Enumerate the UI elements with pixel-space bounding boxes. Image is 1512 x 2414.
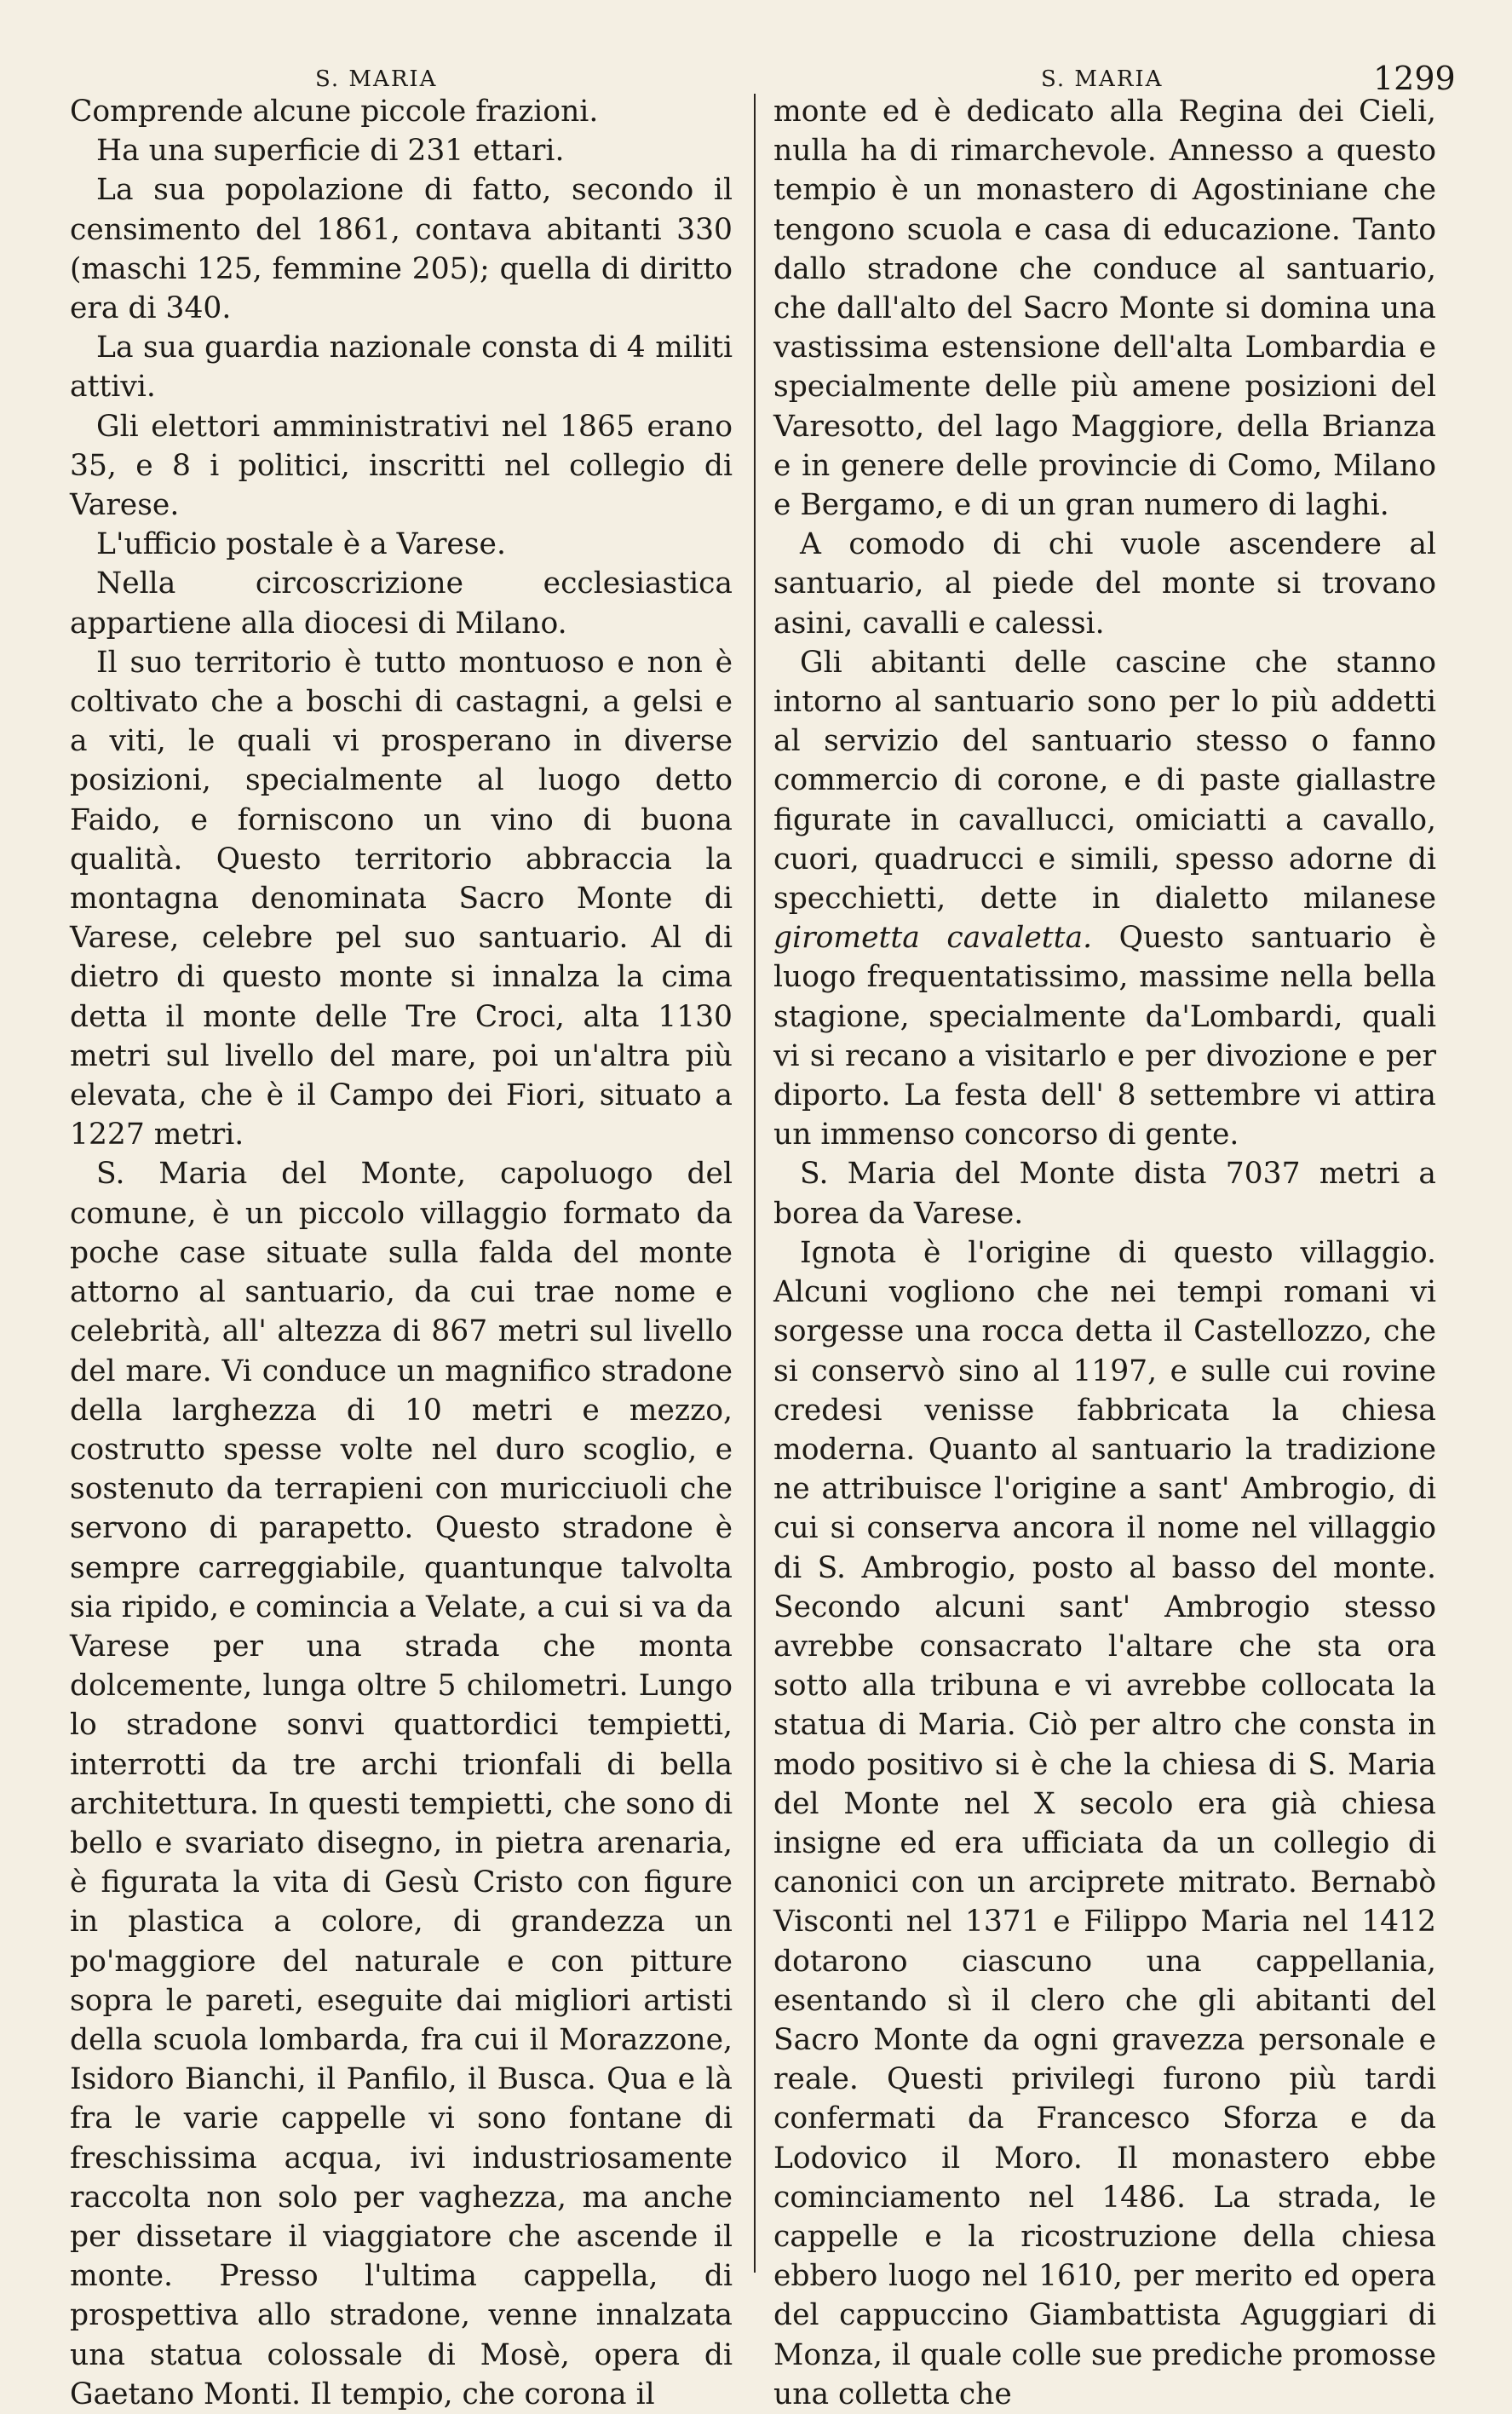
page-number: 1299 [1373, 60, 1456, 97]
paragraph: La sua popolazione di fatto, secondo il censimento del 1861, contava abitanti 330 (maschi 125, femmine 205); quella di diritto era di 340. [70, 173, 733, 326]
paragraph: S. Maria del Monte, capoluogo del comune, è un piccolo villaggio formato da poche case situate sulla falda del monte attorno al santuario, da cui trae nome e celebrità, all' altezza di 867 metri sul livello del mare. Vi conduce un magnifico stradone della larghezza di 10 metri e mezzo, costrutto spesse volte nel duro scoglio, e sostenuto da terrapieni con muricciuoli che servono di parapetto. Questo stradone è sempre carreggiabile, quantunque talvolta sia ripido, e comincia a Velate, a cui si va da Varese per una strada che monta dolcemente, lunga oltre 5 chilometri. Lungo lo stradone sonvi quattordici tempietti, interrotti da tre archi trionfali di bella architettura. In questi tempietti, che sono di bello e svariato disegno, in pietra arenaria, è figurata la vita di Gesù Cristo con figure in plastica a colore, di grandezza un po'maggiore del naturale e con pitture sopra le pareti, eseguite dai migliori artisti della scuola lombarda, fra cui il Morazzone, Isidoro Bianchi, il Panfilo, il Busca. Qua e là fra le varie cappelle vi sono fontane di freschissima acqua, ivi industriosamente raccolta non solo per vaghezza, ma anche per dissetare il viaggiatore che ascende il monte. Presso l'ultima cappella, di prospettiva allo stradone, venne innalzata una statua colossale di Mosè, opera di Gaetano Monti. Il tempio, che corona il [70, 1157, 733, 2411]
paragraph: Comprende alcune piccole frazioni. [70, 95, 599, 129]
right-column [773, 92, 1436, 2414]
running-head-left: S. MARIA [315, 66, 438, 92]
paragraph: A comodo di chi vuole ascendere al santuario, al piede del monte si trovano asini, cavalli e calessi. [773, 527, 1436, 641]
paragraph: Nella circoscrizione ecclesiastica appartiene alla diocesi di Milano. [70, 566, 733, 641]
paragraph: monte ed è dedicato alla Regina dei Cieli, nulla ha di rimarchevole. Annesso a questo tempio è un monastero di Agostiniane che tengono scuola e casa di educazione. Tanto dallo stradone che conduce al santuario, che dall'alto del Sacro Monte si domina una vastissima estensione dell'alta Lombardia e specialmente delle più amene posizioni del Varesotto, del lago Maggiore, della Brianza e in genere delle provincie di Como, Milano e Bergamo, e di un gran numero di laghi. [773, 95, 1436, 523]
running-head-right: S. MARIA [1041, 66, 1164, 92]
paragraph-text: Gli abitanti delle cascine che stanno intorno al santuario sono per lo più addetti al servizio del santuario stesso o fanno commercio di corone, e di paste giallastre figurate in cavallucci, omiciatti a cavallo, cuori, quadrucci e simili, spesso adorne di specchietti, dette in dialetto milanese [773, 645, 1436, 917]
left-column [70, 92, 733, 2414]
column-divider [754, 94, 756, 2273]
paragraph: L'ufficio postale è a Varese. [96, 527, 506, 562]
paragraph-text: Questo santuario è luogo frequentatissimo, massime nella bella stagione, specialmente da'Lombardi, quali vi si recano a visitarlo e per divozione e per diporto. La festa dell' 8 settembre vi attira un immenso concorso di gente. [773, 921, 1436, 1152]
paragraph: Il suo territorio è tutto montuoso e non è coltivato che a boschi di castagni, a gelsi e a viti, le quali vi prosperano in diverse posizioni, specialmente al luogo detto Faido, e forniscono un vino di buona qualità. Questo territorio abbraccia la montagna denominata Sacro Monte di Varese, celebre pel suo santuario. Al di dietro di questo monte si innalza la cima detta il monte delle Tre Croci, alta 1130 metri sul livello del mare, poi un'altra più elevata, che è il Campo dei Fiori, situato a 1227 metri. [70, 645, 733, 1152]
paragraph: S. Maria del Monte dista 7037 metri a borea da Varese. [773, 1157, 1436, 1231]
dialect-term: girometta cavaletta. [773, 921, 1093, 956]
paragraph: Ignota è l'origine di questo villaggio. Alcuni vogliono che nei tempi romani vi sorgesse una rocca detta il Castellozzo, che si conservò sino al 1197, e sulle cui rovine credesi venisse fabbricata la chiesa moderna. Quanto al santuario la tradizione ne attribuisce l'origine a sant' Ambrogio, di cui si conserva ancora il nome nel villaggio di S. Ambrogio, posto al basso del monte. Secondo alcuni sant' Ambrogio stesso avrebbe consacrato l'altare che sta ora sotto alla tribuna e vi avrebbe collocata la statua di Maria. Ciò per altro che consta in modo positivo si è che la chiesa di S. Maria del Monte nel X secolo era già chiesa insigne ed era ufficiata da un collegio di canonici con un arciprete mitrato. Bernabò Visconti nel 1371 e Filippo Maria nel 1412 dotarono ciascuno una cappellania, esentando sì il clero che gli abitanti del Sacro Monte da ogni gravezza personale e reale. Questi privilegi furono più tardi confermati da Francesco Sforza e da Lodovico il Moro. Il monastero ebbe cominciamento nel 1486. La strada, le cappelle e la ricostruzione della chiesa ebbero luogo nel 1610, per merito ed opera del cappuccino Giambattista Aguggiari di Monza, il quale colle sue prediche promosse una colletta che [773, 1235, 1436, 2411]
paragraph: La sua guardia nazionale consta di 4 militi attivi. [70, 330, 733, 405]
paragraph [773, 643, 1436, 1155]
paragraph: Ha una superficie di 231 ettari. [96, 134, 565, 169]
paragraph: Gli elettori amministrativi nel 1865 erano 35, e 8 i politici, inscritti nel collegio di Varese. [70, 409, 733, 523]
